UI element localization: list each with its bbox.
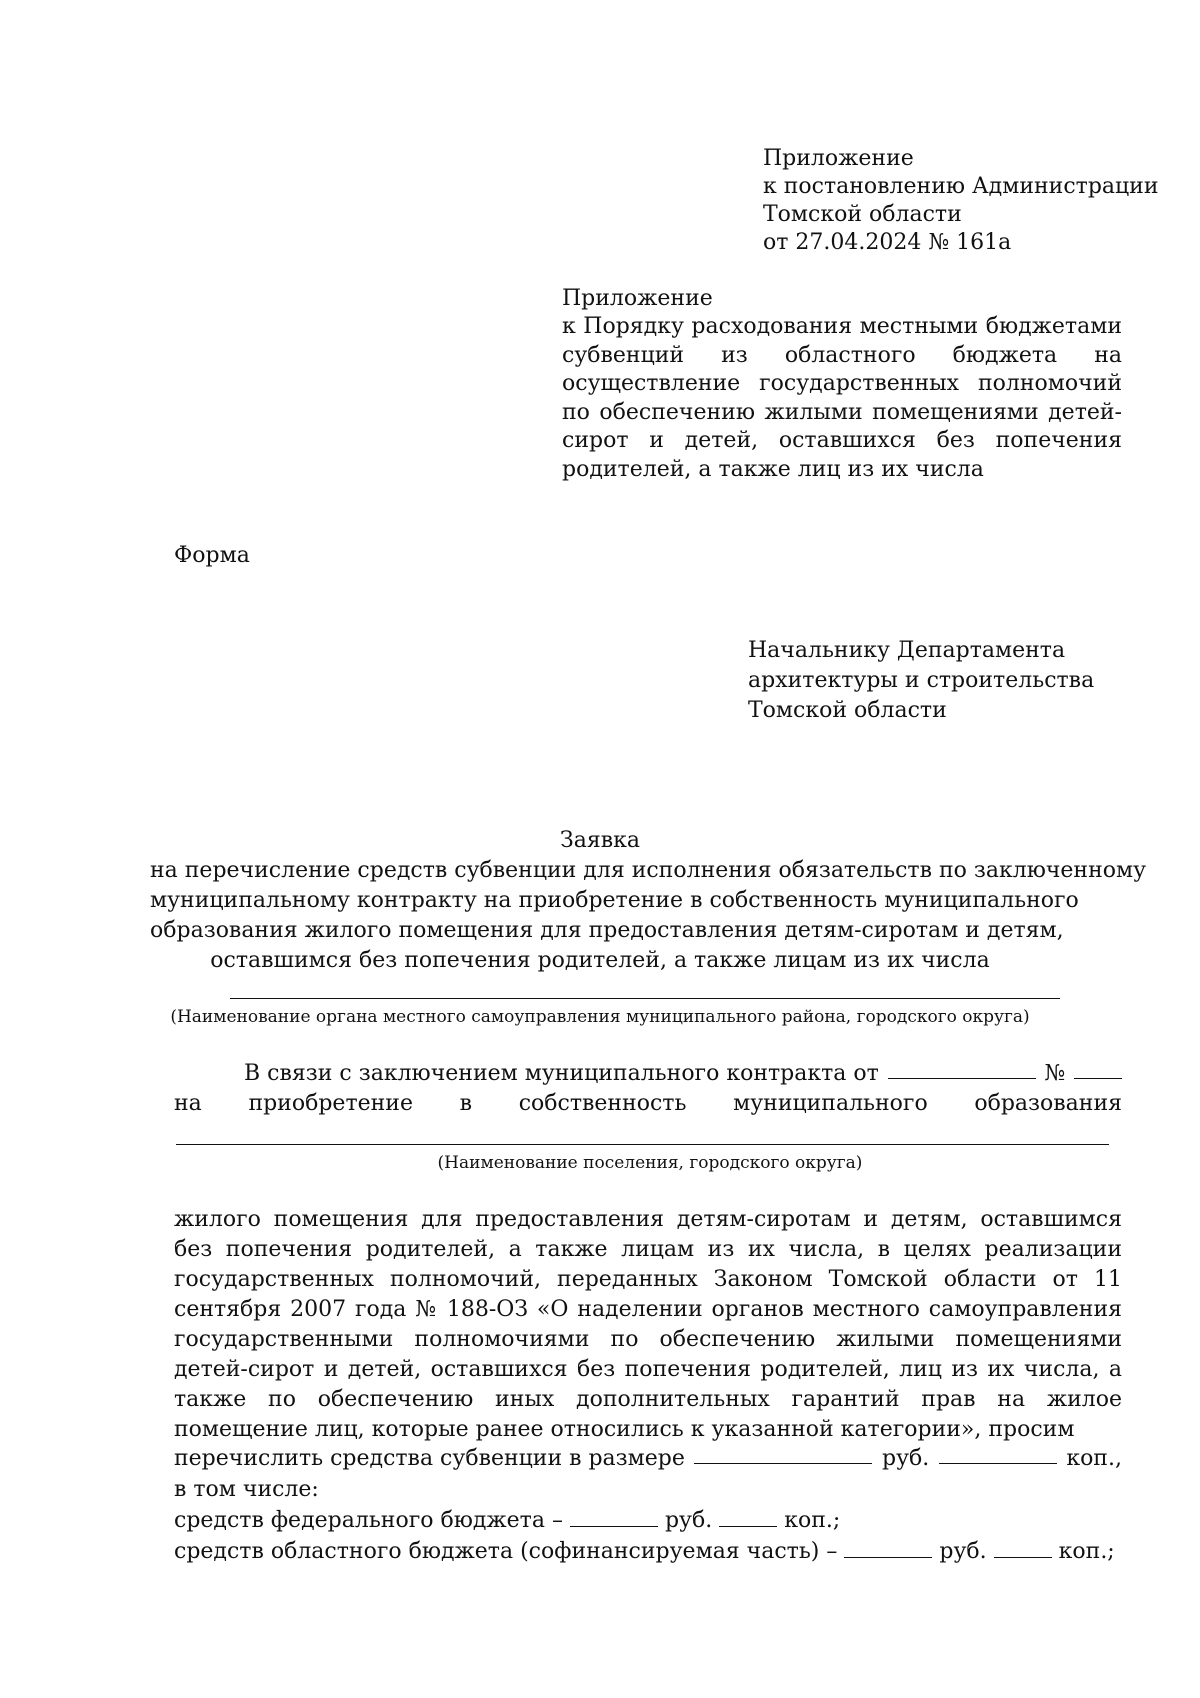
federal-rub-label: руб. [664,1508,713,1533]
amount-line [174,1445,1122,1473]
regional-kop-label: коп.; [1058,1539,1115,1564]
appendix-resolution-ref: к постановлению Администрации [763,174,1159,199]
org-name-blank-line[interactable] [230,998,1060,999]
appendix-region: Томской области [763,202,962,227]
settlement-name-caption: (Наименование поселения, городского округа) [437,1153,863,1173]
purpose-word: приобретение [248,1091,413,1116]
document-heading [150,826,1147,976]
purpose-word: образования [974,1091,1122,1116]
heading-line-4: оставшимся без попечения родителей, а также лицам из их числа [210,948,990,973]
contract-number-blank[interactable] [1074,1060,1122,1079]
appendix-title: Приложение [763,146,914,171]
contract-number-sign: № [1044,1061,1066,1086]
document-title: Заявка [560,828,640,853]
heading-line-3: образования жилого помещения для предоставления детям-сиротам и детям, [150,918,1064,943]
federal-kop-label: коп.; [784,1508,841,1533]
heading-line-1: на перечисление средств субвенции для исполнения обязательств по заключенному [150,858,1147,883]
regional-budget-line [174,1538,1115,1566]
addressee-line-1: Начальнику Департамента [748,638,1066,663]
appendix-procedure-block [562,285,1122,484]
regional-budget-text: средств областного бюджета (софинансируемая часть) – [174,1539,838,1564]
form-label: Форма [174,543,250,568]
appendix-resolution-block [763,145,1159,257]
addressee-line-3: Томской области [748,698,947,723]
purpose-word: в [459,1091,473,1116]
addressee-block [748,636,1148,726]
regional-kop-blank[interactable] [994,1539,1052,1558]
federal-kop-blank[interactable] [719,1508,777,1527]
appendix-date-number: от 27.04.2024 № 161а [763,230,1012,255]
purpose-line [174,1090,1122,1118]
addressee-line-2: архитектуры и строительства [748,668,1095,693]
heading-line-2: муниципальному контракту на приобретение в собственность муниципального [150,888,1079,913]
purpose-word: на [174,1091,202,1116]
appendix-procedure-text: к Порядку расходования местными бюджетами субвенций из областного бюджета на осуществление государственных полномочий по обеспечению жилыми помещениями детей-сирот и детей, оставшихся без попечения родителей, а также лиц из их числа [562,314,1122,482]
body-paragraph: жилого помещения для предоставления детям-сиротам и детям, оставшимся без попечения родителей, а также лицам из их числа, в целях реализации государственных полномочий, переданных Законом Томской области от 11 сентября 2007 года № 188-ОЗ «О наделении органов местного самоуправления государственными полномочиями по обеспечению жилыми помещениями детей-сирот и детей, оставшихся без попечения родителей, лиц из их числа, а также по обеспечению иных дополнительных гарантий прав на жилое помещение лиц, которые ранее относились к указанной категории», просим [174,1207,1122,1442]
including-label: в том числе: [174,1477,319,1502]
regional-rub-blank[interactable] [844,1539,932,1558]
federal-rub-blank[interactable] [570,1508,658,1527]
settlement-name-blank-line[interactable] [176,1144,1109,1145]
contract-line-text: В связи с заключением муниципального контракта от [244,1061,879,1086]
appendix-procedure-title: Приложение [562,286,713,311]
federal-budget-text: средств федерального бюджета – [174,1508,563,1533]
amount-line-text: перечислить средства субвенции в размере [174,1446,685,1471]
contract-date-blank[interactable] [888,1060,1036,1079]
federal-budget-line [174,1507,840,1535]
purpose-word: муниципального [733,1091,928,1116]
regional-rub-label: руб. [939,1539,987,1564]
amount-rub-blank[interactable] [694,1445,872,1464]
org-name-caption: (Наименование органа местного самоуправления муниципального района, городского округа) [170,1007,1030,1027]
contract-line [244,1060,1122,1088]
amount-kop-blank[interactable] [939,1445,1057,1464]
purpose-word: собственность [518,1091,687,1116]
amount-kop-label: коп., [1066,1446,1122,1471]
amount-rub-label: руб. [881,1446,930,1471]
